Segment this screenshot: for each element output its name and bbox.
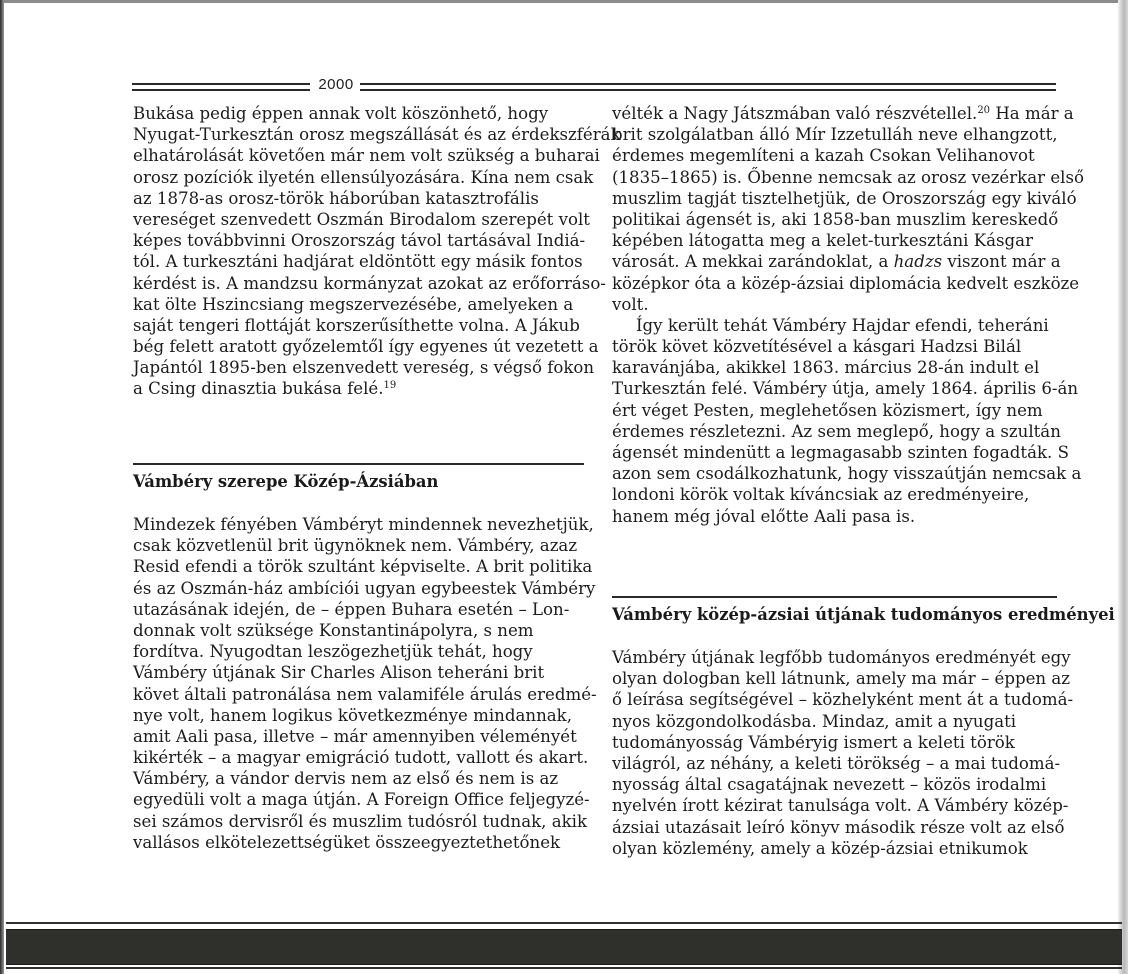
- footnote-ref-20[interactable]: 20: [977, 105, 991, 116]
- text-line: képében látogatta meg a kelet-turkesztáni Kásgar: [612, 231, 1034, 251]
- text-line: olyan közlemény, amely a közép-ázsiai etnikumok: [612, 838, 1028, 858]
- text-line: brit szolgálatban álló Mír Izzetulláh neve elhangzott,: [612, 125, 1058, 145]
- text-line: és az Oszmán-ház ambíciói ugyan egybeestek Vámbéry: [133, 578, 596, 598]
- text-line-with-footnote: [612, 103, 1074, 124]
- running-header: [132, 76, 1056, 99]
- scan-edge-right: [1118, 0, 1128, 974]
- footnote-ref-19[interactable]: 19: [383, 380, 397, 392]
- footer-rule-bottom: [6, 967, 1122, 969]
- text-line: követ általi patronálása nem valamiféle árulás eredmé-: [133, 684, 597, 704]
- text-fragment: viszont már a: [942, 252, 1061, 272]
- text-line: Vámbéry útjának legfőbb tudományos eredményét egy: [612, 648, 1071, 667]
- text-line: nyos közgondolkodásba. Mindaz, amit a nyugati: [612, 711, 1017, 731]
- text-line: sei számos dervisről és muszlim tudósról tudnak, akik: [133, 811, 588, 831]
- text-line: amit Aali pasa, illetve – már amennyiben véleményét: [133, 726, 577, 746]
- text-line: Mindezek fényében Vámbéryt mindennek nevezhetjük,: [133, 515, 594, 534]
- text-line: kérdést is. A mandzsu kormányzat azokat az erőforráso-: [133, 273, 606, 293]
- text-line: tól. A turkesztáni hadjárat eldöntött egy másik fontos: [133, 252, 583, 272]
- text-line: Turkesztán felé. Vámbéry útja, amely 1864. április 6-án: [612, 379, 1079, 399]
- text-line: utazásának idején, de – éppen Buhara esetén – Lon-: [133, 599, 570, 619]
- text-line: vallásos elkötelezettségüket összeegyeztethetőnek: [133, 832, 561, 852]
- text-line-with-italic: [612, 251, 1062, 272]
- header-rule-left: [132, 83, 310, 91]
- text-line: kat ölte Hszincsiang megszervezésébe, amelyeken a: [133, 294, 574, 314]
- text-line: egyedüli volt a maga útján. A Foreign Office feljegyzé-: [133, 790, 590, 810]
- scan-edge-left: [0, 0, 4, 974]
- text-fragment: vélték a Nagy Játszmában való részvétellel.: [612, 104, 978, 123]
- text-line: ágensét mindenütt a legmagasabb szinten fogadták. S: [612, 443, 1069, 462]
- right-top-paragraphs: [612, 103, 1084, 527]
- text-line: ő leírása segítségével – közhelyként ment át a tudomá-: [612, 690, 1074, 710]
- text-line: volt.: [612, 294, 649, 314]
- text-line: Vámbéry, a vándor dervis nem az első és nem is az: [133, 769, 559, 789]
- text-line: nye volt, hanem logikus következménye mindannak,: [133, 705, 572, 725]
- text-line: török követ közvetítésével a kásgari Hadzsi Bilál: [612, 337, 1022, 357]
- text-line: vereséget szenvedett Oszmán Birodalom szerepét volt: [133, 209, 590, 229]
- text-line: muszlim tagját tisztelhetjük, de Oroszország egy kiváló: [612, 188, 1077, 208]
- footer-rule-top: [6, 922, 1122, 924]
- text-line: ázsiai utazásait leíró könyv második része volt az első: [612, 817, 1065, 837]
- text-line: érdemes részletezni. Az sem meglepő, hogy a szultán: [612, 421, 1061, 441]
- text-line: donnak volt szüksége Konstantinápolyra, s nem: [133, 620, 534, 640]
- text-line: középkor óta a közép-ázsiai diplomácia kedvelt eszköze: [612, 273, 1080, 293]
- text-line: (1835–1865) is. Őbenne nemcsak az orosz vezérkar első: [612, 167, 1084, 187]
- text-fragment: Így került tehát Vámbéry Hajdar efendi, teheráni: [636, 315, 1049, 335]
- text-line: világról, az néhány, a keleti törökség – a mai tudomá-: [612, 753, 1061, 773]
- page-number: 2000: [318, 76, 354, 93]
- text-line: karavánjába, akikkel 1863. március 28-án indult el: [612, 358, 1040, 378]
- text-fragment: Ha már a: [990, 104, 1074, 123]
- text-line: nyelvén írott kézirat tanulsága volt. A Vámbéry közép-: [612, 796, 1069, 816]
- text-fragment: a Csing dinasztia bukása felé.: [133, 379, 384, 399]
- text-line: tudományosság Vámbéryig ismert a keleti török: [612, 732, 1015, 752]
- left-intro-paragraph: [133, 103, 621, 400]
- section-heading-scientific-results: Vámbéry közép-ázsiai útjának tudományos eredményei: [612, 596, 1057, 624]
- text-line: Japántól 1895-ben elszenvedett vereség, s végső fokon: [133, 358, 595, 378]
- text-line: képes továbbvinni Oroszország távol tartásával Indiá-: [133, 231, 586, 251]
- text-line: Resid efendi a török szultánt képviselte. A brit politika: [133, 557, 593, 577]
- text-line: orosz pozíciók ilyetén ellensúlyozására. Kína nem csak: [133, 167, 594, 187]
- footer-dark-band: [6, 929, 1122, 965]
- text-line: azon sem csodálkozhatunk, hogy visszaútján nemcsak a: [612, 464, 1082, 484]
- text-fragment: városát. A mekkai zarándoklat, a: [612, 252, 894, 272]
- text-line: politikai ágensét is, aki 1858-ban muszlim kereskedő: [612, 209, 1059, 229]
- text-line: londoni körök voltak kíváncsiak az eredményeire,: [612, 485, 1030, 505]
- text-line: Vámbéry útjának Sir Charles Alison teheráni brit: [133, 663, 545, 683]
- text-line: elhatárolását követően már nem volt szükség a buharai: [133, 146, 600, 166]
- text-line: kikérték – a magyar emigráció tudott, vallott és akart.: [133, 748, 589, 768]
- section-heading-vambery-role: Vámbéry szerepe Közép-Ázsiában: [133, 463, 584, 491]
- header-rule-right: [360, 83, 1056, 91]
- text-line: fordítva. Nyugodtan leszögezhetjük tehát, hogy: [133, 642, 533, 662]
- text-line: hanem még jóval előtte Aali pasa is.: [612, 506, 916, 526]
- text-line: bég felett aratott győzelemtől így egyenes út vezetett a: [133, 337, 599, 357]
- text-line: saját tengeri flottáját korszerűsíthette volna. A Jákub: [133, 315, 580, 335]
- text-line: Bukása pedig éppen annak volt köszönhető, hogy: [133, 104, 549, 123]
- text-line-indented: [612, 315, 1062, 336]
- text-line: csak közvetlenül brit ügynöknek nem. Vámbéry, azaz: [133, 536, 578, 556]
- text-line: Nyugat-Turkesztán orosz megszállását és az érdekszférák: [133, 125, 621, 145]
- text-line-last: [133, 378, 593, 399]
- italic-term-hadzs: hadzs: [893, 252, 943, 272]
- text-line: ért véget Pesten, meglehetősen közismert, így nem: [612, 400, 1043, 420]
- text-line: nyosság által csagatájnak nevezett – közös irodalmi: [612, 775, 1047, 795]
- scan-edge-top: [0, 0, 1128, 3]
- text-line: olyan dologban kell látnunk, amely ma már – éppen az: [612, 669, 1071, 689]
- text-line: az 1878-as orosz-török háborúban katasztrofális: [133, 188, 539, 208]
- text-line: érdemes megemlíteni a kazah Csokan Velihanovot: [612, 146, 1035, 166]
- left-section-paragraph: [133, 514, 597, 853]
- right-section-paragraph: [612, 647, 1074, 859]
